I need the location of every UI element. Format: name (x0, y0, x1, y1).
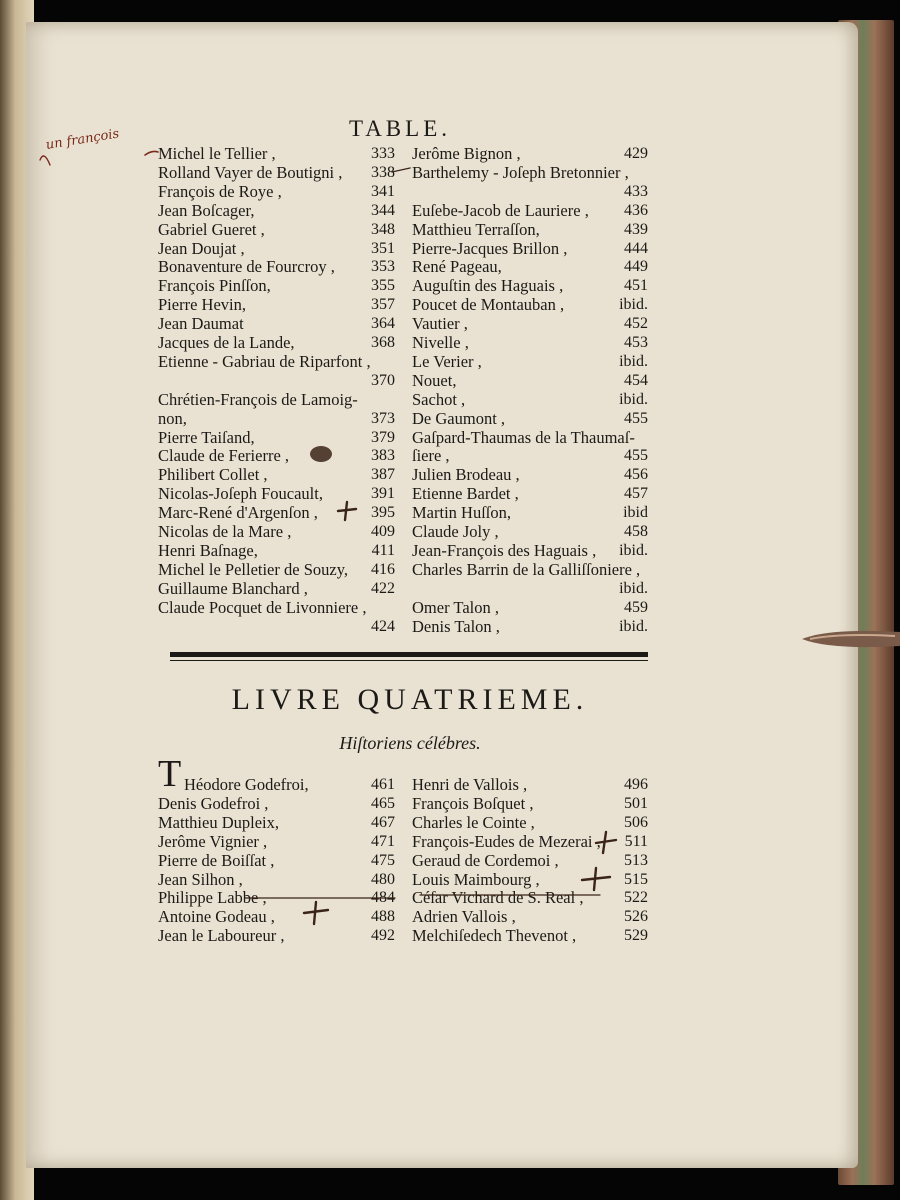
entry-name: Etienne - Gabriau de Riparfont , (158, 351, 371, 371)
entry-name: Jean Daumat (158, 314, 244, 334)
section-rule-thin (170, 660, 648, 661)
entry-name: François de Roye , (158, 181, 282, 201)
section-rule-thick (170, 652, 648, 657)
entry-name: Nicolas-Joſeph Foucault, (158, 484, 323, 504)
entry-name: Pierre Taiſand, (158, 427, 255, 447)
entry-page: 357 (371, 296, 395, 314)
entry-name: Claude Joly , (412, 522, 499, 541)
entry-name: Matthieu Dupleix, (158, 812, 279, 832)
entry-name: Omer Talon , (412, 597, 499, 617)
entry-name: Rolland Vayer de Boutigni , (158, 162, 343, 182)
entry-page: 422 (371, 579, 395, 597)
entry-page: ibid. (619, 352, 648, 370)
entry-name: Pierre-Jacques Brillon , (412, 238, 568, 258)
entry-page: 424 (371, 617, 395, 635)
entry-page: 353 (371, 258, 395, 276)
entry-page: 433 (624, 182, 648, 200)
entry-page: 455 (624, 409, 648, 427)
entry-page: 456 (624, 466, 648, 484)
entry-name: Nicolas de la Mare , (158, 522, 292, 541)
entry-page: 480 (371, 870, 395, 888)
section-title: LIVRE QUATRIEME. (231, 683, 589, 716)
entry-name: ſiere , (412, 446, 450, 466)
entry-page: 451 (624, 277, 648, 295)
entry-page: 526 (624, 908, 648, 926)
entry-page: ibid (623, 504, 648, 522)
entry-name: Vautier , (412, 314, 468, 334)
entry-page: 439 (624, 220, 648, 238)
entry-name: Claude Pocquet de Livonniere , (158, 597, 367, 617)
entry-name: Gabriel Gueret , (158, 219, 265, 239)
entry-page: 484 (371, 889, 395, 907)
book-page (26, 22, 858, 1168)
entry-page: 453 (624, 334, 648, 351)
entry-page: ibid. (619, 579, 648, 597)
entry-page: 409 (371, 523, 395, 540)
entry-name: Guillaume Blanchard , (158, 578, 308, 598)
entry-page: 513 (624, 851, 648, 869)
entry-page: ibid. (619, 390, 648, 408)
entry-name: Henri Baſnage, (158, 540, 258, 560)
entry-page: 471 (371, 832, 395, 850)
entry-page: 364 (371, 315, 395, 333)
entry-page: 501 (624, 794, 648, 812)
entry-name: Melchiſedech Thevenot , (412, 926, 577, 946)
entry-page: 522 (624, 889, 648, 907)
entry-name: Nouet, (412, 370, 457, 390)
entry-page: 454 (624, 371, 648, 389)
entry-page: 529 (624, 927, 648, 945)
entry-page: 496 (624, 776, 648, 793)
entry-page: 379 (371, 428, 395, 446)
entry-page: 368 (371, 334, 395, 351)
entry-name: Jean Silhon , (158, 869, 243, 889)
entry-name: Jean Doujat , (158, 238, 245, 258)
entry-name: Pierre Hevin, (158, 295, 246, 315)
entry-name: Auguſtin des Haguais , (412, 276, 564, 296)
entry-name: Héodore Godefroi, (184, 775, 309, 794)
entry-page: ibid. (619, 617, 648, 635)
entry-page: 449 (624, 258, 648, 276)
entry-name: Bonaventure de Fourcroy , (158, 257, 335, 277)
entry-name: Matthieu Terraſſon, (412, 219, 540, 239)
entry-name: François Boſquet , (412, 793, 534, 813)
entry-page: 370 (371, 371, 395, 389)
entry-name: Michel le Tellier , (158, 144, 276, 163)
entry-name: Henri de Vallois , (412, 775, 528, 794)
entry-name: Le Verier , (412, 351, 482, 371)
entry-name: Jean-François des Haguais , (412, 540, 597, 560)
entry-page: 452 (624, 315, 648, 333)
entry-name: Denis Talon , (412, 616, 500, 636)
entry-name: Louis Maimbourg , (412, 869, 540, 889)
entry-name: Jean le Laboureur , (158, 926, 285, 946)
entry-page: 459 (624, 598, 648, 616)
entry-name: De Gaumont , (412, 408, 506, 428)
entry-page: 348 (371, 220, 395, 238)
entry-name: René Pageau, (412, 257, 502, 277)
entry-page: 515 (624, 870, 648, 888)
entry-name: Marc-René d'Argenſon , (158, 503, 318, 523)
entry-page: 511 (624, 832, 648, 850)
entry-name: Geraud de Cordemoi , (412, 850, 559, 870)
entry-page: 436 (624, 201, 648, 219)
entry-name: Jean Boſcager, (158, 200, 255, 220)
bookmark-ribbon (800, 628, 900, 650)
entry-page: 338 (371, 163, 395, 181)
entry-name: Nivelle , (412, 333, 469, 352)
entry-name: Gaſpard-Thaumas de la Thaumaſ- (412, 427, 635, 447)
section-subtitle: Hiſtoriens célébres. (339, 733, 481, 753)
entry-name: Jerôme Bignon , (412, 144, 521, 163)
entry-name: Charles Barrin de la Galliſſoniere , (412, 559, 641, 579)
entry-page: 488 (371, 908, 395, 926)
entry-name: Michel le Pelletier de Souzy, (158, 559, 348, 579)
entry-page: 411 (371, 541, 395, 559)
entry-page: 458 (624, 523, 648, 540)
entry-name: Jacques de la Lande, (158, 333, 295, 352)
entry-name: Jerôme Vignier , (158, 831, 268, 851)
entry-page: 373 (371, 409, 395, 427)
entry-page: 341 (371, 182, 395, 200)
entry-page: 475 (371, 851, 395, 869)
entry-page: 457 (624, 485, 648, 503)
entry-page: 461 (371, 776, 395, 793)
entry-page: 344 (371, 201, 395, 219)
entry-name: François-Eudes de Mezerai , (412, 831, 601, 851)
margin-note: un françois (44, 126, 121, 153)
entry-page: 492 (371, 927, 395, 945)
entry-name: Denis Godefroi , (158, 793, 269, 813)
entry-page: 383 (371, 447, 395, 465)
entry-page: ibid. (619, 296, 648, 314)
entry-page: 444 (624, 239, 648, 257)
entry-name: Philibert Collet , (158, 465, 268, 485)
entry-page: 395 (371, 504, 395, 522)
entry-page: 333 (371, 145, 395, 162)
entry-name: Adrien Vallois , (412, 907, 516, 927)
entry-name: Céſar Vichard de S. Real , (412, 888, 584, 908)
entry-page: 429 (624, 145, 648, 162)
entry-name: Etienne Bardet , (412, 484, 519, 504)
entry-name: non, (158, 408, 187, 428)
entry-name: Poucet de Montauban , (412, 295, 565, 315)
entry-name: Philippe Labbe , (158, 888, 267, 908)
entry-page: 351 (371, 239, 395, 257)
entry-name: Charles le Cointe , (412, 812, 535, 832)
entry-page: 416 (371, 560, 395, 578)
entry-page: 465 (371, 794, 395, 812)
entry-page: 355 (371, 277, 395, 295)
entry-page: 391 (371, 485, 395, 503)
entry-name: Martin Huſſon, (412, 503, 511, 523)
entry-name: Sachot , (412, 389, 466, 409)
entry-name: Claude de Ferierre , (158, 446, 290, 466)
entry-name: Euſebe-Jacob de Lauriere , (412, 200, 589, 220)
entry-page: 387 (371, 466, 395, 484)
entry-page: 455 (624, 447, 648, 465)
entry-page: 467 (371, 813, 395, 831)
entry-name: Julien Brodeau , (412, 465, 520, 485)
page-title: TABLE. (348, 116, 451, 141)
entry-name: François Pinſſon, (158, 276, 271, 296)
entry-name: Barthelemy - Joſeph Bretonnier , (412, 162, 629, 182)
entry-page: ibid. (619, 541, 648, 559)
entry-page: 506 (624, 813, 648, 831)
entry-name: Pierre de Boiſſat , (158, 850, 275, 870)
ink-blot (310, 446, 332, 462)
drop-cap: T (158, 753, 182, 795)
entry-name: Antoine Godeau , (158, 907, 275, 927)
entry-name: Chrétien-François de Lamoig- (158, 389, 358, 409)
